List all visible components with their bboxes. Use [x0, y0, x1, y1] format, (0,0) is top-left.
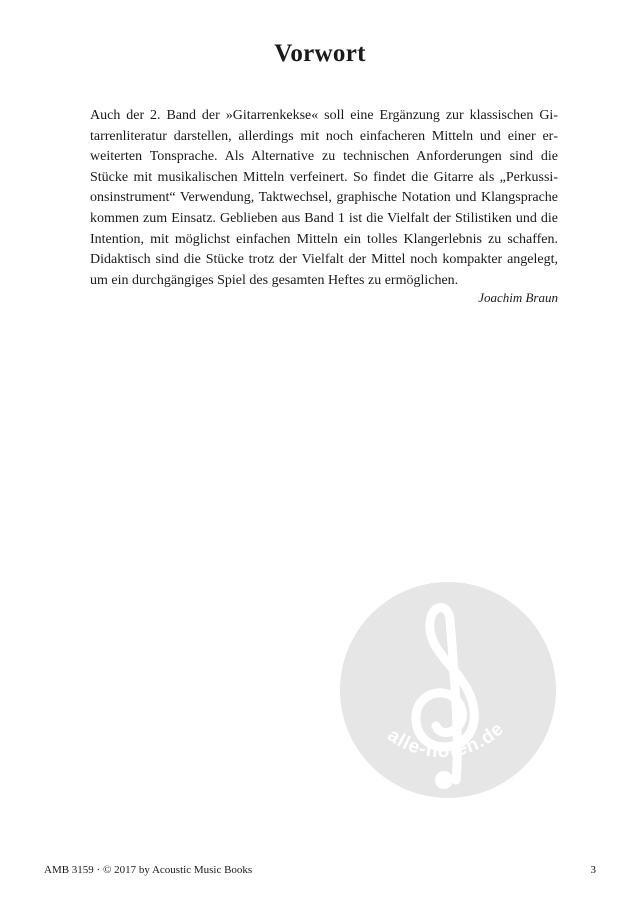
author-signature: Joachim Braun	[478, 290, 558, 305]
footer-copyright: AMB 3159 · © 2017 by Acoustic Music Books	[44, 864, 253, 876]
preface-text: Auch der 2. Band der »Gitarrenkekse« soll eine Ergänzung zur klassischen Gitarrenliteratur darstellen, allerdings mit noch einfacheren Mitteln und einer erweiterten Tonsprache. Als Alternative zu technischen Anforderungen sind die Stücke mit musikalischen Mitteln verfeinert. So findet die Gitarre als „Perkussionsinstrument“ Verwendung, Taktwechsel, graphische Notation und Klangsprache kommen zum Einsatz. Geblieben aus Band 1 ist die Vielfalt der Stilistiken und die Intention, mit möglichst einfachen Mitteln ein tolles Klangerlebnis zu schaffen. Didaktisch sind die Stücke trotz der Vielfalt der Mittel noch kompakter angelegt, um ein durchgängiges Spiel des gesamten Heftes zu ermöglichen.	[90, 108, 558, 288]
page-number: 3	[590, 864, 596, 876]
treble-clef-icon	[338, 580, 558, 800]
watermark-logo	[338, 580, 558, 800]
watermark-text: alle-noten.de	[383, 718, 509, 763]
page-title: Vorwort	[274, 40, 366, 67]
